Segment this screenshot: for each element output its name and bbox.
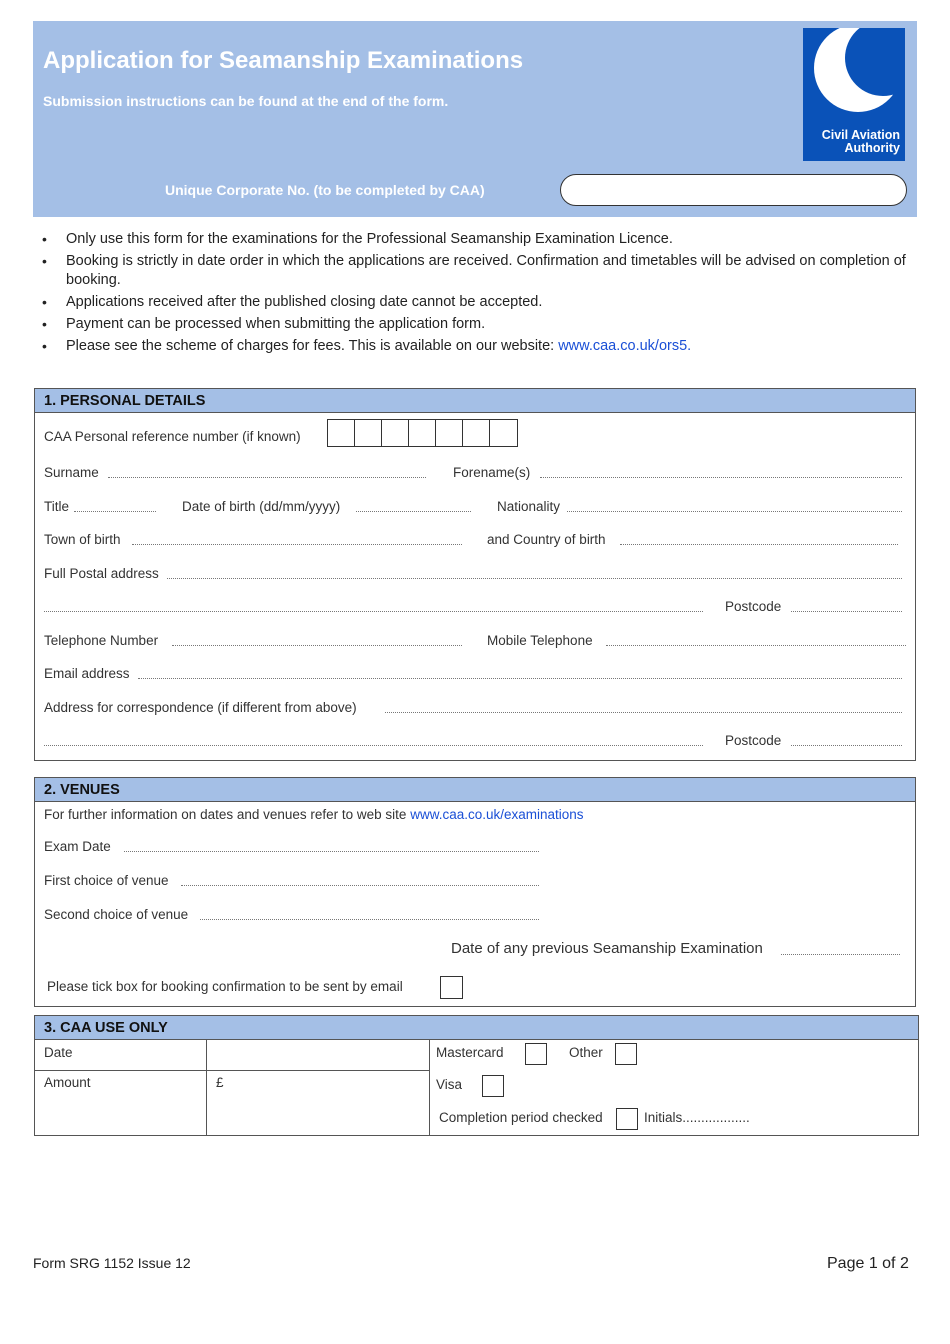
ref-label: CAA Personal reference number (if known) [44, 429, 301, 444]
correspondence-field[interactable] [385, 712, 902, 713]
ref-digit-box[interactable] [328, 420, 355, 446]
telephone-field[interactable] [172, 645, 462, 646]
page-number: Page 1 of 2 [827, 1255, 909, 1272]
logo-line-2: Authority [844, 141, 900, 155]
title-label: Title [44, 499, 70, 514]
initials-label: Initials.................. [644, 1110, 750, 1125]
table-divider [429, 1040, 430, 1136]
mastercard-label: Mastercard [436, 1045, 504, 1060]
ref-digit-box[interactable] [436, 420, 463, 446]
venues-section [34, 777, 916, 1007]
caa-use-section [34, 1015, 919, 1136]
list-item: • Booking is strictly in date order in which the applications are received. Confirmation and timetables will be advised on completion of booking. [42, 252, 912, 290]
nationality-field[interactable] [567, 511, 902, 512]
email-field[interactable] [138, 678, 902, 679]
completion-checkbox[interactable] [616, 1108, 638, 1130]
form-header [33, 21, 917, 217]
list-item: • Payment can be processed when submitting the application form. [42, 315, 912, 334]
completion-label: Completion period checked [439, 1110, 603, 1125]
form-subtitle: Submission instructions can be found at the end of the form. [43, 93, 449, 109]
country-label: and Country of birth [487, 532, 606, 547]
correspondence-label: Address for correspondence (if different from above) [44, 700, 357, 715]
first-choice-field[interactable] [181, 885, 539, 886]
currency-symbol: £ [216, 1075, 224, 1090]
table-divider [206, 1040, 207, 1136]
charges-link[interactable]: www.caa.co.uk/ors5 [558, 338, 688, 354]
country-field[interactable] [620, 544, 898, 545]
ucn-label: Unique Corporate No. (to be completed by CAA) [165, 182, 485, 198]
logo-text [822, 129, 900, 155]
charges-suffix: . [687, 338, 692, 354]
forename-label: Forename(s) [453, 465, 531, 480]
email-label: Email address [44, 666, 130, 681]
previous-exam-label: Date of any previous Seamanship Examination [451, 940, 763, 957]
venues-info [44, 807, 584, 822]
postcode2-field[interactable] [791, 745, 902, 746]
form-title: Application for Seamanship Examinations [43, 47, 524, 74]
section-heading: 1. PERSONAL DETAILS [35, 389, 915, 413]
postal-field[interactable] [167, 578, 902, 579]
caa-table [35, 1040, 918, 1136]
visa-label: Visa [436, 1077, 463, 1092]
town-label: Town of birth [44, 532, 121, 547]
previous-exam-field[interactable] [781, 954, 900, 955]
postcode-label: Postcode [725, 599, 782, 614]
amount-label: Amount [44, 1075, 91, 1090]
ref-number-boxes[interactable] [327, 419, 518, 447]
correspondence-field-line2[interactable] [44, 745, 703, 746]
venues-info-link[interactable]: www.caa.co.uk/examinations [410, 807, 584, 822]
postal-field-line2[interactable] [44, 611, 703, 612]
telephone-label: Telephone Number [44, 633, 159, 648]
list-item [42, 337, 912, 356]
ref-digit-box[interactable] [355, 420, 382, 446]
email-confirmation-checkbox[interactable] [440, 976, 463, 999]
surname-label: Surname [44, 465, 99, 480]
postal-label: Full Postal address [44, 566, 159, 581]
surname-field[interactable] [108, 477, 426, 478]
caa-logo [803, 28, 905, 161]
mobile-label: Mobile Telephone [487, 633, 593, 648]
nationality-label: Nationality [497, 499, 561, 514]
mobile-field[interactable] [606, 645, 906, 646]
ucn-input[interactable] [560, 174, 907, 206]
exam-date-field[interactable] [124, 851, 539, 852]
venues-info-text: For further information on dates and venues refer to web site [44, 807, 411, 822]
exam-date-label: Exam Date [44, 839, 111, 854]
ref-digit-box[interactable] [409, 420, 436, 446]
other-checkbox[interactable] [615, 1043, 637, 1065]
charges-text: Please see the scheme of charges for fees. This is available on our website: [66, 338, 559, 354]
other-label: Other [569, 1045, 603, 1060]
personal-details-section [34, 388, 916, 761]
ref-digit-box[interactable] [490, 420, 517, 446]
section-heading: 3. CAA USE ONLY [35, 1016, 918, 1040]
list-item: • Applications received after the published closing date cannot be accepted. [42, 293, 912, 312]
second-choice-label: Second choice of venue [44, 907, 189, 922]
visa-checkbox[interactable] [482, 1075, 504, 1097]
postcode2-label: Postcode [725, 733, 782, 748]
first-choice-label: First choice of venue [44, 873, 169, 888]
dob-label: Date of birth (dd/mm/yyyy) [182, 499, 341, 514]
ref-digit-box[interactable] [463, 420, 490, 446]
ref-digit-box[interactable] [382, 420, 409, 446]
town-field[interactable] [132, 544, 462, 545]
date-label: Date [44, 1045, 73, 1060]
logo-line-1: Civil Aviation [821, 128, 900, 142]
dob-field[interactable] [356, 511, 471, 512]
list-item: • Only use this form for the examinations for the Professional Seamanship Examination Licence. [42, 230, 912, 249]
form-number: Form SRG 1152 Issue 12 [33, 1255, 191, 1271]
title-field[interactable] [74, 511, 156, 512]
second-choice-field[interactable] [200, 919, 539, 920]
table-divider [35, 1070, 429, 1071]
mastercard-checkbox[interactable] [525, 1043, 547, 1065]
postcode-field[interactable] [791, 611, 902, 612]
forename-field[interactable] [540, 477, 902, 478]
instructions-list [42, 230, 912, 359]
section-heading: 2. VENUES [35, 778, 915, 802]
email-confirmation-label: Please tick box for booking confirmation to be sent by email [47, 979, 403, 994]
